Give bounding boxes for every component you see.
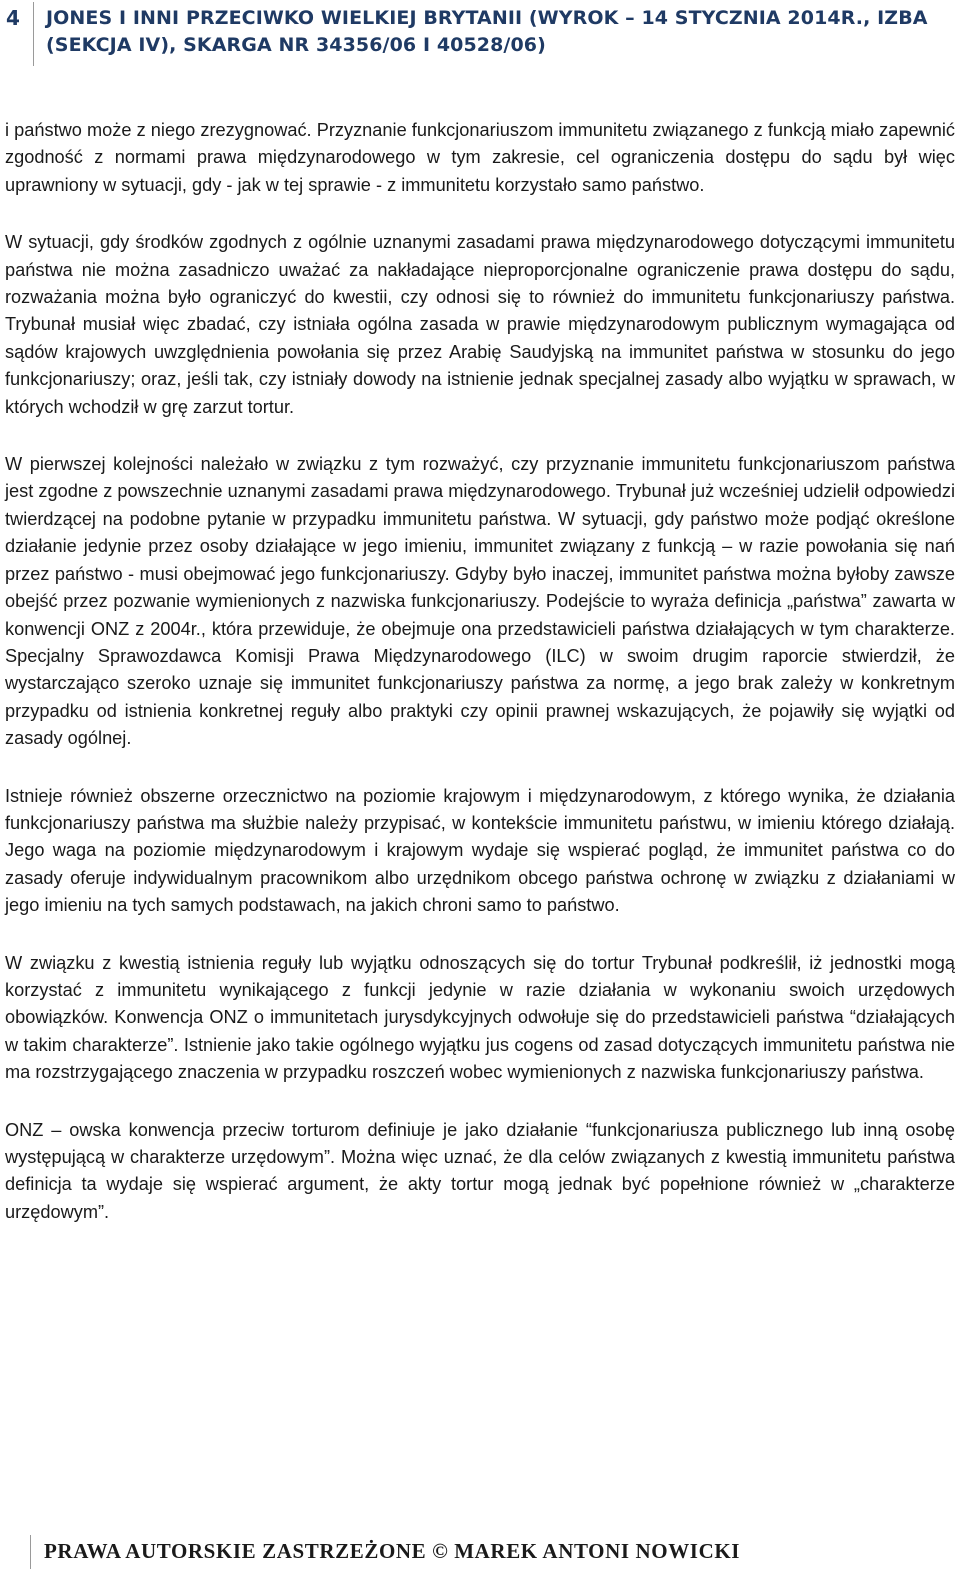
page-number: 4 (6, 6, 20, 30)
footer-divider (30, 1535, 31, 1569)
paragraph-6: ONZ – owska konwencja przeciw torturom definiuje je jako działanie “funkcjonariusza publicznego lub inną osobę występującą w charakterze urzędowym”. Można więc uznać, że dla celów związanych z kwestią immunitetu państwa definicja ta wydaje się wspierać argument, że akty tortur mogą jednak być popełnione również w „charakterze urzędowym”. (5, 1119, 955, 1222)
page-footer (0, 1535, 960, 1569)
page-header (0, 0, 960, 70)
document-body (5, 117, 955, 1256)
paragraph-1: i państwo może z niego zrezygnować. Przyznanie funkcjonariuszom immunitetu związanego z funkcją miało zapewnić zgodność z normami prawa międzynarodowego w tym zakresie, cel ograniczenia dostępu do sądu był więc uprawniony w sytuacji, gdy - jak w tej sprawie - z immunitetu korzystało samo państwo. (5, 120, 955, 195)
paragraph-4: Istnieje również obszerne orzecznictwo na poziomie krajowym i międzynarodowym, z którego wynika, że działania funkcjonariuszy państwa ma służbie należy przypisać, w kontekście immunitetu państwu, w imieniu którego działają. Jego waga na poziomie międzynarodowym i krajowym wydaje się wspierać pogląd, że immunitet państwa co do zasady oferuje indywidualnym pracownikom albo urzędnikom obcego państwa ochronę w związku z działaniami w jego imieniu na tych samych podstawach, na jakich chroni samo to państwo. (5, 785, 955, 916)
header-divider (33, 2, 34, 66)
copyright-notice: PRAWA AUTORSKIE ZASTRZEŻONE © MAREK ANTONI NOWICKI (44, 1539, 741, 1563)
paragraph-3: W pierwszej kolejności należało w związku z tym rozważyć, czy przyznanie immunitetu funkcjonariuszom państwa jest zgodne z powszechnie uznanymi zasadami prawa międzynarodowego. Trybunał już wcześniej udzielił odpowiedzi twierdzącej na podobne pytanie w przypadku immunitetu państwa. W sytuacji, gdy państwo może podjąć określone działanie jedynie przez osoby działające w jego imieniu, immunitet związany z funkcją – w razie powołania się nań przez państwo - musi obejmować jego funkcjonariuszy. Gdyby było inaczej, immunitet państwa można byłoby zawsze obejść przez pozwanie wymienionych z nazwiska funkcjonariuszy. Podejście to wyraża definicja „państwa” zawarta w konwencji ONZ z 2004r., która przewiduje, że obejmuje ona przedstawicieli państwa działających w tym charakterze. Specjalny Sprawozdawca Komisji Prawa Międzynarodowego (ILC) w swoim drugim raporcie stwierdził, że wystarczająco szeroko uznaje się immunitet funkcjonariuszy państwa za normę, a jego brak zależy w konkretnym przypadku od istnienia konkretnej reguły albo praktyki czy opinii prawnej wskazujących, że pojawiły się wyjątki od zasady ogólnej. (5, 454, 955, 749)
running-title: JONES I INNI PRZECIWKO WIELKIEJ BRYTANII (WYROK – 14 STYCZNIA 2014R., IZBA (SEKCJA IV), SKARGA NR 34356/06 I 40528/06) (46, 7, 928, 56)
paragraph-5: W związku z kwestią istnienia reguły lub wyjątku odnoszących się do tortur Trybunał podkreślił, iż jednostki mogą korzystać z immunitetu wynikającego z funkcji jedynie w razie działania w wykonaniu swoich urzędowych obowiązków. Konwencja ONZ o immunitetach jurysdykcyjnych odwołuje się do przedstawicieli państwa “działających w takim charakterze”. Istnienie jako takie ogólnego wyjątku jus cogens od zasad dotyczących immunitetu państwa nie ma rozstrzygającego znaczenia w przypadku roszczeń wobec wymienionych z nazwiska funkcjonariuszy państwa. (5, 952, 955, 1083)
paragraph-2: W sytuacji, gdy środków zgodnych z ogólnie uznanymi zasadami prawa międzynarodowego dotyczącymi immunitetu państwa nie można zasadniczo uważać za nakładające nieproporcjonalne ograniczenie prawa dostępu do sądu, rozważania można było ograniczyć do kwestii, czy odnosi się to również do immunitetu funkcjonariuszy państwa. Trybunał musiał więc zbadać, czy istniała ogólna zasada w prawie międzynarodowym publicznym wymagająca od sądów krajowych uwzględnienia powołania się przez Arabię Saudyjską na immunitet państwa w stosunku do jego funkcjonariuszy; oraz, jeśli tak, czy istniały dowody na istnienie jednak specjalnej zasady albo wyjątku w sprawach, w których wchodził w grę zarzut tortur. (5, 232, 955, 417)
